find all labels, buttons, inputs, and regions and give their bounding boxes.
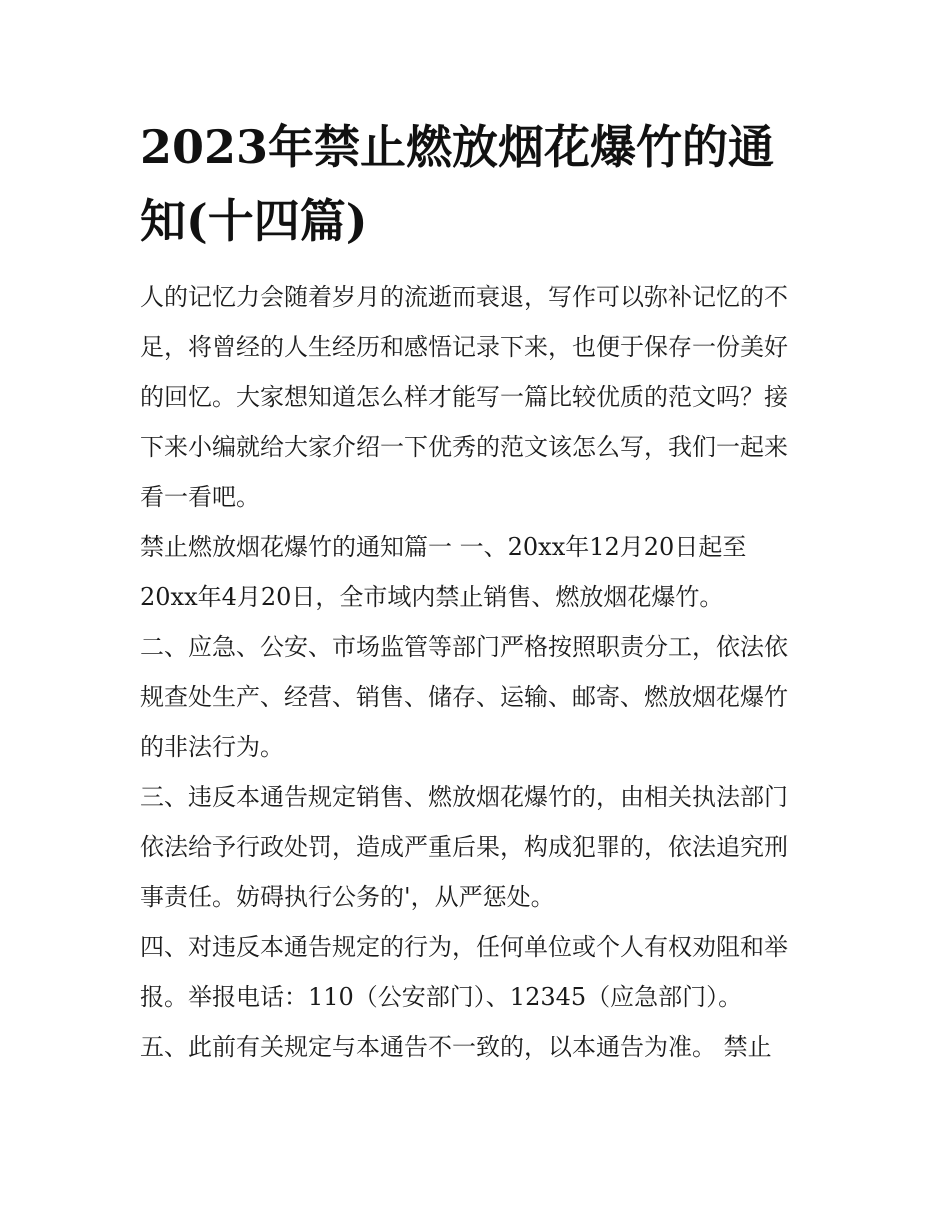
body-line: 看一看吧。 <box>140 483 260 511</box>
body-line: 五、此前有关规定与本通告不一致的，以本通告为准。 禁止 <box>140 1033 772 1061</box>
body-line: 四、对违反本通告规定的行为，任何单位或个人有权劝阻和举 <box>140 933 788 961</box>
document-title <box>140 110 830 258</box>
title-line-1: 2023年禁止燃放烟花爆竹的通 <box>140 120 775 174</box>
body-line: 人的记忆力会随着岁月的流逝而衰退，写作可以弥补记忆的不 <box>140 283 788 311</box>
body-line: 下来小编就给大家介绍一下优秀的范文该怎么写，我们一起来 <box>140 433 788 461</box>
body-line: 依法给予行政处罚，造成严重后果，构成犯罪的，依法追究刑 <box>140 833 788 861</box>
body-line: 20xx年4月20日，全市域内禁止销售、燃放烟花爆竹。 <box>140 583 724 611</box>
document-body <box>140 272 820 1072</box>
body-line: 足，将曾经的人生经历和感悟记录下来，也便于保存一份美好 <box>140 333 788 361</box>
title-line-2: 知(十四篇) <box>140 194 368 248</box>
body-line: 禁止燃放烟花爆竹的通知篇一 一、20xx年12月20日起至 <box>140 533 747 561</box>
body-line: 的回忆。大家想知道怎么样才能写一篇比较优质的范文吗？接 <box>140 383 788 411</box>
body-line: 事责任。妨碍执行公务的'，从严惩处。 <box>140 883 555 911</box>
body-line: 二、应急、公安、市场监管等部门严格按照职责分工，依法依 <box>140 633 788 661</box>
body-line: 规查处生产、经营、销售、储存、运输、邮寄、燃放烟花爆竹 <box>140 683 788 711</box>
body-line: 报。举报电话：110（公安部门）、12345（应急部门）。 <box>140 983 743 1011</box>
body-line: 的非法行为。 <box>140 733 284 761</box>
body-line: 三、违反本通告规定销售、燃放烟花爆竹的，由相关执法部门 <box>140 783 788 811</box>
